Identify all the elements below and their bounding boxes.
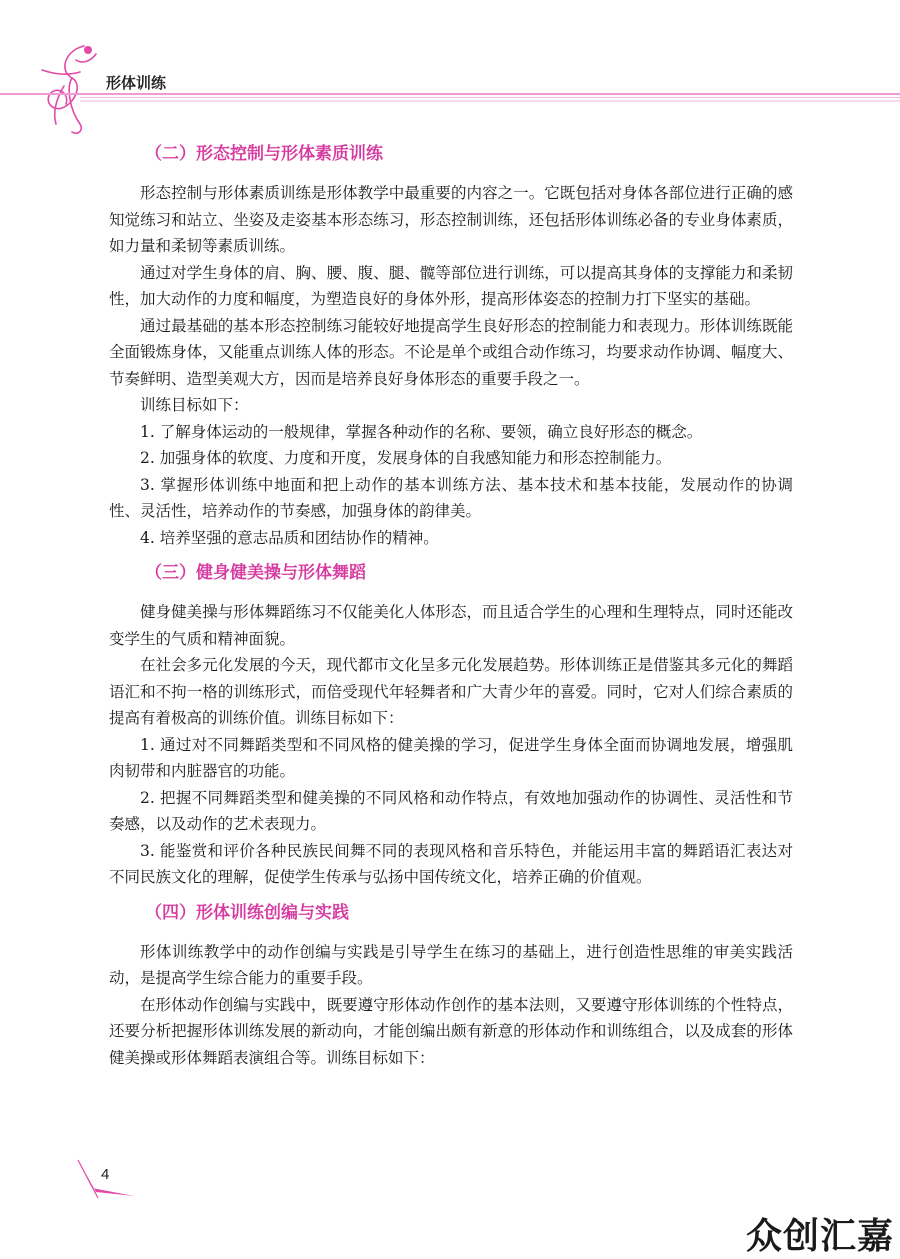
section-heading: （四）形体训练创编与实践	[145, 902, 349, 923]
header-title: 形体训练	[106, 74, 167, 92]
paragraph: 形体训练教学中的动作创编与实践是引导学生在练习的基础上，进行创造性思维的审美实践活动，是提高学生综合能力的重要手段。	[109, 942, 793, 987]
paragraph: 在社会多元化发展的今天，现代都市文化呈多元化发展趋势。形体训练正是借鉴其多元化的舞蹈语汇和不拘一格的训练形式，而倍受现代年轻舞者和广大青少年的喜爱。同时，它对人们综合素质的提高有着极高的训练价值。训练目标如下：	[109, 656, 793, 727]
list-item: 4. 培养坚强的意志品质和团结协作的精神。	[140, 528, 439, 547]
paragraph: 训练目标如下：	[140, 396, 249, 414]
list-item: 3. 掌握形体训练中地面和把上动作的基本训练方法、基本技术和基本技能，发展动作的协调性、灵活性，培养动作的节奏感，加强身体的韵律美。	[109, 475, 793, 520]
section-heading: （三）健身健美操与形体舞蹈	[145, 563, 366, 583]
paragraph: 健身健美操与形体舞蹈练习不仅能美化人体形态，而且适合学生的心理和生理特点，同时还能改变学生的气质和精神面貌。	[109, 603, 793, 648]
list-item: 2. 加强身体的软度、力度和开度，发展身体的自我感知能力和形态控制能力。	[140, 449, 672, 467]
paragraph: 形态控制与形体素质训练是形体教学中最重要的内容之一。它既包括对身体各部位进行正确的感知觉练习和站立、坐姿及走姿基本形态练习，形态控制训练，还包括形体训练必备的专业身体素质，如力量和柔韧等素质训练。	[109, 184, 793, 255]
section-heading: （二）形态控制与形体素质训练	[145, 144, 383, 164]
header-rule	[0, 90, 900, 104]
page-number: 4	[101, 1166, 110, 1183]
list-item: 1. 通过对不同舞蹈类型和不同风格的健美操的学习，促进学生身体全面而协调地发展，增强肌肉韧带和内脏器官的功能。	[109, 735, 793, 780]
paragraph: 在形体动作创编与实践中，既要遵守形体动作创作的基本法则，又要遵守形体训练的个性特点，还要分析把握形体训练发展的新动向，才能创编出颇有新意的形体动作和训练组合，以及成套的形体健美操或形体舞蹈表演组合等。训练目标如下：	[109, 995, 793, 1067]
paragraph: 通过对学生身体的肩、胸、腰、腹、腿、髋等部位进行训练，可以提高其身体的支撑能力和柔韧性，加大动作的力度和幅度，为塑造良好的身体外形，提高形体姿态的控制力打下坚实的基础。	[109, 263, 793, 308]
page-body	[109, 140, 793, 1071]
list-item: 2. 把握不同舞蹈类型和健美操的不同风格和动作特点，有效地加强动作的协调性、灵活性和节奏感，以及动作的艺术表现力。	[109, 788, 793, 833]
list-item: 1. 了解身体运动的一般规律，掌握各种动作的名称、要领，确立良好形态的概念。	[140, 422, 703, 441]
watermark: 众创汇嘉	[745, 1216, 894, 1257]
paragraph: 通过最基础的基本形态控制练习能较好地提高学生良好形态的控制能力和表现力。形体训练既能全面锻炼身体，又能重点训练人体的形态。不论是单个或组合动作练习，均要求动作协调、幅度大、节奏鲜明、造型美观大方，因而是培养良好身体形态的重要手段之一。	[109, 316, 793, 388]
list-item: 3. 能鉴赏和评价各种民族民间舞不同的表现风格和音乐特色，并能运用丰富的舞蹈语汇表达对不同民族文化的理解，促使学生传承与弘扬中国传统文化，培养正确的价值观。	[109, 841, 793, 886]
